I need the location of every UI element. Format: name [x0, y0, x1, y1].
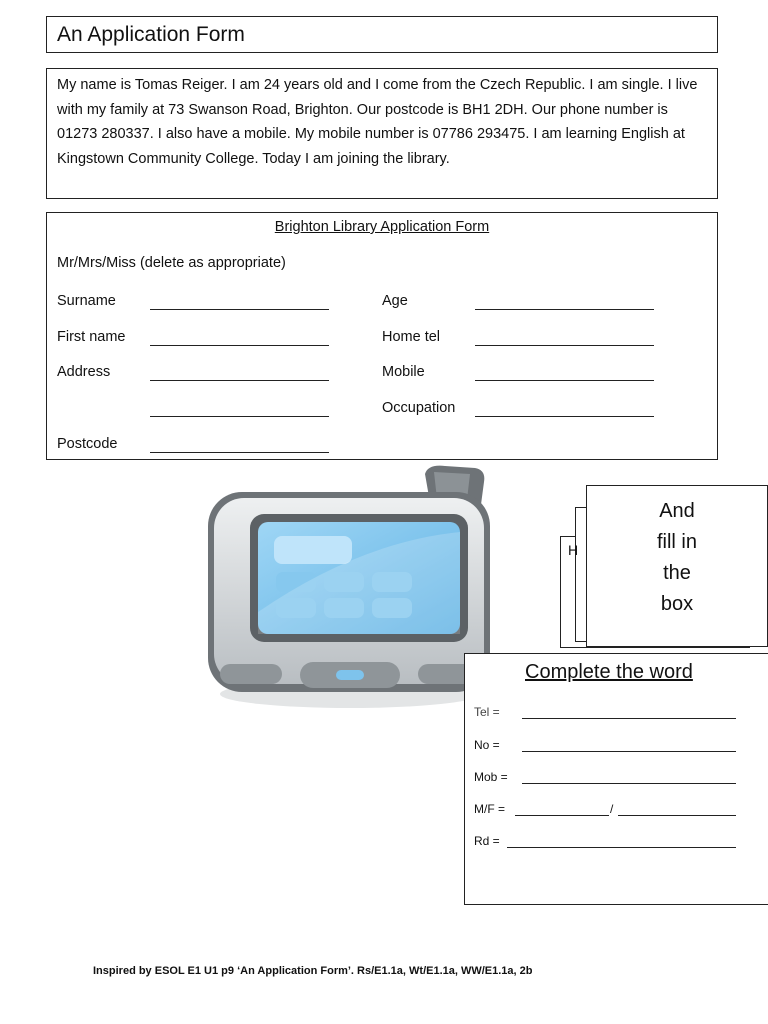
- form-heading: Brighton Library Application Form: [274, 219, 490, 235]
- first-name-label: First name: [57, 329, 126, 345]
- surname-label: Surname: [57, 293, 116, 309]
- occupation-label: Occupation: [382, 400, 456, 416]
- footer-credit: Inspired by ESOL E1 U1 p9 ‘An Application Form’. Rs/E1.1a, Wt/E1.1a, WW/E1.1a, 2b: [93, 965, 533, 977]
- intro-box: [46, 68, 718, 199]
- home-tel-label: Home tel: [382, 329, 441, 345]
- salutation-label: Mr/Mrs/Miss (delete as appropriate): [57, 255, 286, 271]
- f-answer-field[interactable]: [618, 803, 736, 816]
- mf-slash: /: [610, 802, 614, 816]
- no-abbrev-label: No =: [474, 738, 500, 752]
- home-tel-field[interactable]: [475, 330, 654, 346]
- mf-abbrev-label: M/F =: [474, 802, 506, 816]
- fill-box-line: box: [660, 593, 694, 615]
- complete-the-word-box: [464, 653, 768, 905]
- address-field-line-1[interactable]: [150, 365, 329, 381]
- first-name-field[interactable]: [150, 330, 329, 346]
- page-title: An Application Form: [57, 23, 245, 46]
- age-label: Age: [382, 293, 408, 309]
- fill-in-the-box-card: [586, 485, 768, 647]
- m-answer-field[interactable]: [515, 803, 609, 816]
- rd-abbrev-label: Rd =: [474, 834, 500, 848]
- stacked-card-glyph: H: [568, 542, 579, 558]
- tel-abbrev-label: Tel =: [474, 705, 500, 719]
- surname-field[interactable]: [150, 294, 329, 310]
- occupation-field[interactable]: [475, 401, 654, 417]
- postcode-label: Postcode: [57, 436, 118, 452]
- mob-abbrev-label: Mob =: [474, 770, 508, 784]
- tel-answer-field[interactable]: [522, 706, 736, 719]
- no-answer-field[interactable]: [522, 739, 736, 752]
- age-field[interactable]: [475, 294, 654, 310]
- mobile-label: Mobile: [382, 364, 425, 380]
- intro-text: My name is Tomas Reiger. I am 24 years old and I come from the Czech Republic. I am single. I live with my family at 73 Swanson Road, Brighton. Our postcode is BH1 2DH. Our phone number is 01273 280337. I also have a mobile. My mobile number is 07786 293475. I am learning English at Kingstown Community College. Today I am joining the library.: [57, 77, 698, 167]
- rd-answer-field[interactable]: [507, 835, 736, 848]
- application-form: [46, 212, 718, 460]
- address-label: Address: [57, 364, 111, 380]
- title-box: [46, 16, 718, 53]
- fill-box-line: And: [659, 500, 695, 522]
- mob-answer-field[interactable]: [522, 771, 736, 784]
- mobile-phone-icon: [200, 462, 500, 712]
- address-field-line-2[interactable]: [150, 401, 329, 417]
- postcode-field[interactable]: [150, 437, 329, 453]
- fill-box-line: the: [663, 562, 691, 584]
- mobile-field[interactable]: [475, 365, 654, 381]
- complete-the-word-heading: Complete the word: [525, 661, 693, 683]
- fill-box-line: fill in: [656, 531, 697, 553]
